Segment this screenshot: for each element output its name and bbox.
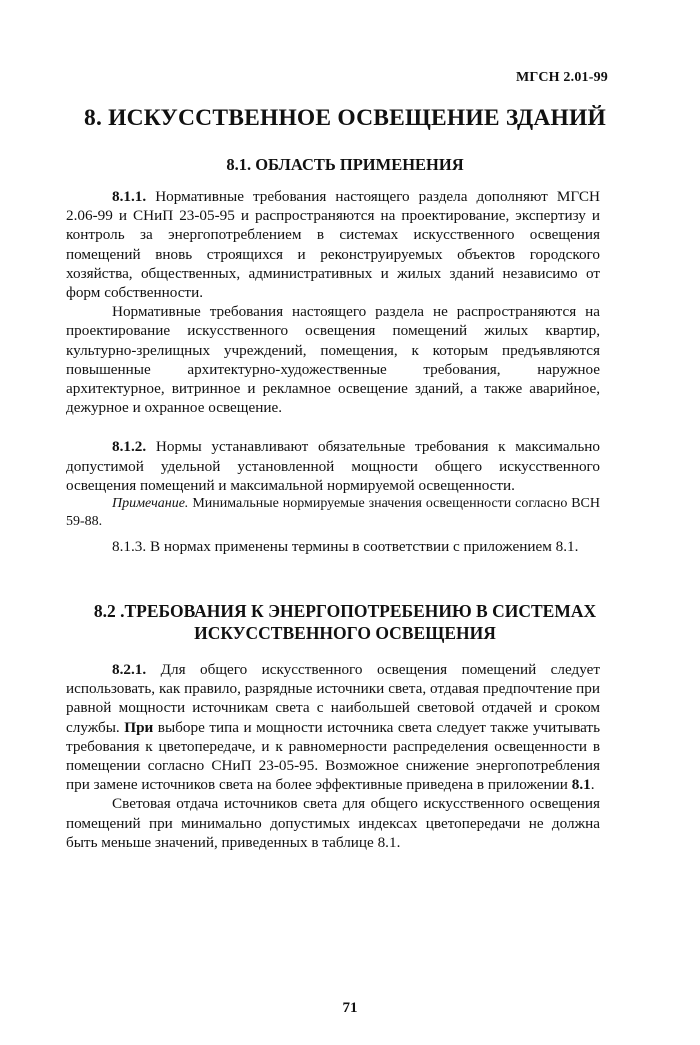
paragraph-8-2-1-continued: Световая отдача источников света для общего искусственного освещения помещений при минимально допустимых индексах цветопередачи не должна быть меньше значений, приведенных в таблице 8.1.	[66, 795, 600, 851]
chapter-title: 8. ИСКУССТВЕННОЕ ОСВЕЩЕНИЕ ЗДАНИЙ	[84, 105, 606, 131]
paragraph-8-1-2	[66, 437, 600, 495]
note	[66, 495, 600, 531]
section-8-1-body	[66, 187, 600, 556]
section-heading-line-2: ИСКУССТВЕННОГО ОСВЕЩЕНИЯ	[194, 623, 496, 643]
clause-number: 8.1.2.	[112, 438, 147, 456]
document-code-header: МГСН 2.01-99	[516, 70, 608, 85]
paragraph-8-1-3: 8.1.3. В нормах применены термины в соответствии с приложением 8.1.	[112, 538, 579, 556]
note-label: Примечание.	[112, 496, 189, 512]
section-heading-8-1: 8.1. ОБЛАСТЬ ПРИМЕНЕНИЯ	[226, 155, 464, 174]
paragraph-8-2-1	[66, 660, 600, 794]
appendix-reference: 8.1	[571, 776, 591, 794]
clause-text: выборе типа и мощности источника света следует также учитывать требования к цветопередаче, и к равномерности распределения освещенности в помещении согласно СНиП 23-05-95. Возможное снижение энергопотребления при замене источников света на более эффективные приведена в приложении	[66, 718, 600, 794]
paragraph-8-1-1	[66, 187, 600, 302]
clause-text: Нормы устанавливают обязательные требования к максимально допустимой удельной установленной мощности общего искусственного освещения помещений и максимальной нормируемой освещенности.	[66, 438, 600, 494]
clause-text-emphasis: При	[124, 718, 154, 736]
section-8-2-body	[66, 660, 600, 852]
clause-text: Нормативные требования настоящего раздела дополняют МГСН 2.06-99 и СНиП 23-05-95 и распространяются на проектирование, экспертизу и контроль за энергопотреблением в системах искусственного освещения помещений вновь строящихся и реконструируемых объектов городского хозяйства, общественных, административных и жилых зданий независимо от форм собственности.	[66, 188, 600, 302]
section-heading-8-2	[60, 600, 630, 644]
note-text: Минимальные нормируемые значения освещенности согласно ВСН 59-88.	[66, 496, 601, 530]
clause-number: 8.1.1.	[112, 188, 147, 205]
clause-number: 8.2.1.	[112, 661, 147, 678]
page-number: 71	[342, 1000, 358, 1016]
clause-text: Для общего искусственного освещения помещений следует использовать, как правило, разрядные источники света, отдавая предпочтение при равной мощности источникам света с наибольшей световой отдачей и сроком службы.	[66, 661, 600, 736]
clause-end: .	[590, 776, 595, 794]
paragraph-8-1-1-continued: Нормативные требования настоящего раздела не распространяются на проектирование искусственного освещения помещений жилых квартир, культурно-зрелищных учреждений, помещения, к которым предъявляются повышенные архитектурно-художественные требования, наружное архитектурное, витринное и рекламное освещение зданий, а также аварийное, дежурное и охранное освещение.	[66, 303, 600, 417]
section-heading-line-1: 8.2 .ТРЕБОВАНИЯ К ЭНЕРГОПОТРЕБЕНИЮ В СИСТЕМАХ	[93, 601, 597, 621]
spacer	[66, 417, 600, 437]
